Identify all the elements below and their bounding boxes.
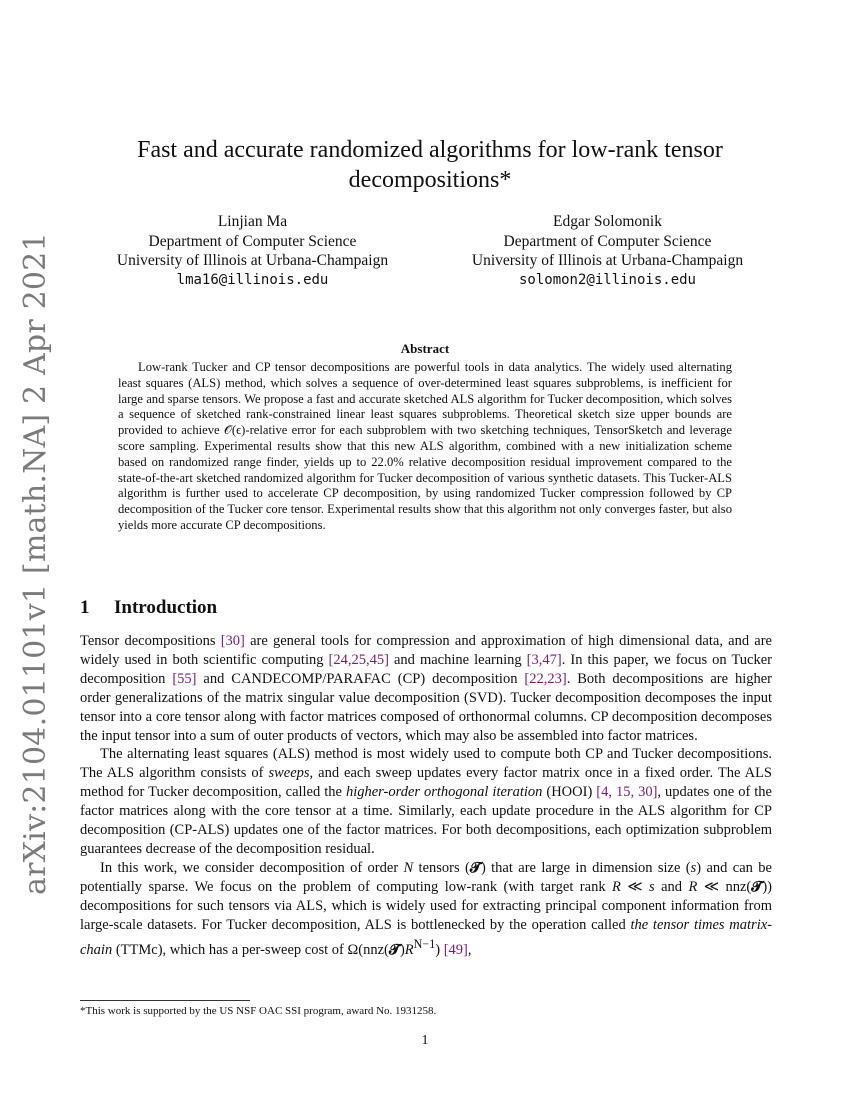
text-run: ) [435,941,444,958]
text-run: ) that are large in dimension size ( [480,859,691,876]
text-run: The alternating least squares (ALS) method is most widely used to compute both CP and Tucker decompositions. The ALS algorithm consists of [80,746,772,782]
citation-link[interactable]: [4, 15, 30] [596,784,658,801]
italic-text: the tensor times matrix-chain [80,916,772,958]
text-run: are general tools for compression and approximation of high dimensional data, and are widely used in both scientific computing [80,633,772,668]
section-number: 1 [80,597,90,618]
text-run: Tensor decompositions [80,633,221,649]
text-run: and [654,878,689,895]
citation-link[interactable]: [22,23] [524,670,567,687]
author-university: University of Illinois at Urbana-Champaign [116,252,389,269]
section-heading [80,597,217,619]
tensor-symbol: 𝓣 [751,878,763,895]
text-run: ≪ [620,878,649,895]
italic-text: R [612,878,621,895]
text-run: . In this paper, we focus on Tucker decomposition [80,651,773,687]
text-run: tensors ( [413,859,470,876]
author-email: lma16@illinois.edu [176,271,329,288]
tensor-symbol: 𝓣 [469,859,481,876]
text-run: . Both decompositions are higher order generalizations of the matrix singular value decomposition (SVD). Tucker decomposition decomposes the input tensor into a core tensor along with factor matrices composed of orthonormal columns. CP decomposition decomposes the input tensor into a sum of outer products of vectors, which may also be assembled into factor matrices. [80,670,772,744]
author-department: Department of Computer Science [148,232,357,250]
arxiv-identifier-stamp: arXiv:2104.01101v1 [math.NA] 2 Apr 2021 [18,232,53,895]
superscript: N−1 [413,936,436,951]
text-run: and machine learning [388,651,527,668]
text-run: (TTMc), which has a per-sweep cost of Ω(nnz( [112,941,389,958]
text-run: , [467,941,472,958]
text-run: (HOOI) [542,784,597,801]
tensor-symbol: 𝓣 [388,941,400,958]
citation-link[interactable]: [55] [172,670,197,687]
italic-text: R [688,878,698,895]
citation-link[interactable]: [30] [220,633,245,649]
citation-link[interactable]: [3,47] [526,651,562,668]
citation-link[interactable]: [49] [443,941,468,958]
abstract-text: Low-rank Tucker and CP tensor decompositions are powerful tools in data analytics. The widely used alternating least squares (ALS) method, which solves a sequence of over-determined least squares subproblems, is inefficient for large and sparse tensors. We propose a fast and accurate sketched ALS algorithm for Tucker decomposition, which solves a sequence of sketched rank-constrained linear least squares subproblems. Theoretical sketch size upper bounds are provided to achieve 𝒪(ϵ)-relative error for each subproblem with two sketching techniques, TensorSketch and leverage score sampling. Experimental results show that this new ALS algorithm, combined with a new initialization scheme based on randomized range finder, yields up to 22.0% relative decomposition residual improvement compared to the state-of-the-art sketched randomized algorithm for Tucker decomposition of various synthetic datasets. This Tucker-ALS algorithm is further used to accelerate CP decomposition, by using randomized Tucker compression followed by CP decomposition of the Tucker core tensor. Experimental results show that this algorithm not only converges faster, but also yields more accurate CP decompositions. [118,360,732,532]
paper-title: Fast and accurate randomized algorithms for low-rank tensor decompositions* [137,137,723,193]
body-text [80,632,772,959]
italic-text: s [690,859,697,876]
text-run: and CANDECOMP/PARAFAC (CP) decomposition [196,670,525,687]
paragraph [80,745,772,858]
italic-text: sweeps [268,765,310,782]
text-run: )) decompositions for such tensors via ALS, which is widely used for extracting principal component information from large-scale datasets. For Tucker decomposition, ALS is bottlenecked by the operation called [80,878,773,933]
author-name: Linjian Ma [217,213,288,230]
italic-text: higher-order orthogonal iteration [345,784,543,801]
text-run: ≪ nnz( [697,878,752,895]
footnote: *This work is supported by the US NSF OAC SSI program, award No. 1931258. [80,1005,437,1017]
text-run: , updates one of the factor matrices along with the core tensor at a time. Similarly, each update procedure in the ALS algorithm for CP decomposition (CP-ALS) updates one of the factor matrices. For both decompositions, each optimization subproblem guarantees decrease of the decomposition residual. [80,784,772,857]
page-number: 1 [421,1033,429,1048]
italic-text: R [404,941,414,958]
author-email: solomon2@illinois.edu [518,271,696,288]
section-title: Introduction [114,597,218,618]
paragraph [80,859,772,959]
abstract-heading: Abstract [400,341,450,356]
text-run: In this work, we consider decomposition of order [100,859,404,876]
footnote-rule [80,1000,250,1001]
author-name: Edgar Solomonik [553,213,662,230]
text-run: , and each sweep updates every factor matrix once in a fixed order. The ALS method for Tucker decomposition, called the [80,765,772,801]
author-university: University of Illinois at Urbana-Champaign [471,252,744,269]
italic-text: s [649,878,655,895]
citation-link[interactable]: [24,25,45] [328,651,389,668]
author-department: Department of Computer Science [503,232,712,250]
author-2 [435,212,780,290]
text-run: ) [399,941,405,958]
italic-text: N [403,859,414,876]
paragraph [80,632,772,745]
author-1 [80,212,425,290]
text-run: ) and can be potentially sparse. We focus on the problem of computing low-rank (with target rank [80,859,772,895]
